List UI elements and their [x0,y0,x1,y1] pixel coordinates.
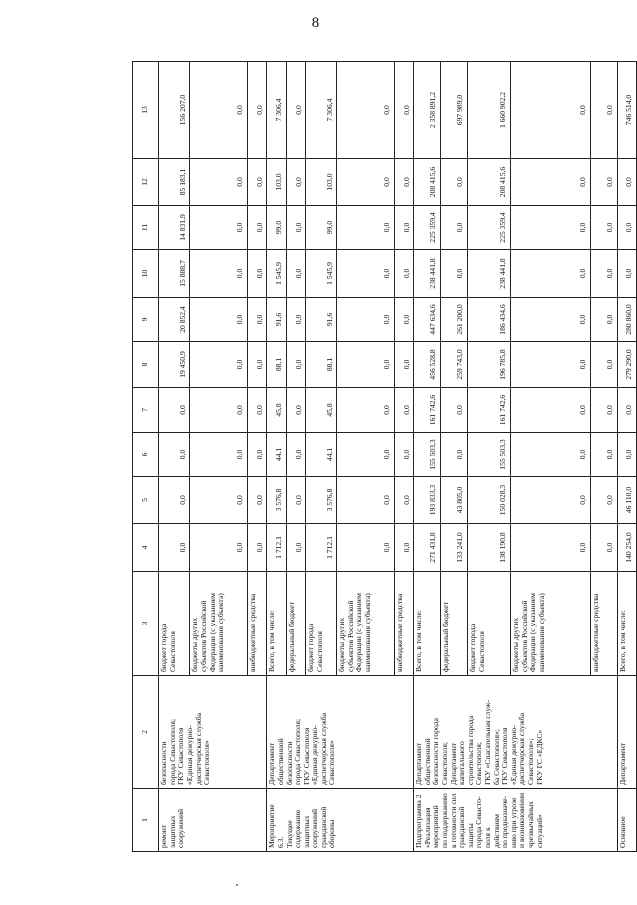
amount-cell: 0,0 [510,342,590,388]
amount-cell: 0,0 [247,433,266,477]
amount-cell: 0,0 [510,159,590,206]
amount-cell: 280 860,0 [617,298,636,342]
amount-cell: 91,6 [306,298,337,342]
amount-cell: 0,0 [247,388,266,433]
amount-cell: 99,0 [306,206,337,250]
header-cell: 3 [133,572,159,676]
amount-cell: 0,0 [337,206,395,250]
amount-cell: 150 028,3 [467,477,510,524]
amount-cell: 45,8 [306,388,337,433]
amount-cell: 7 306,4 [306,62,337,159]
amount-cell: 0,0 [247,206,266,250]
amount-cell: 0,0 [159,388,190,433]
amount-cell: 0,0 [190,206,248,250]
amount-cell: 2 358 891,2 [414,62,441,159]
amount-cell: 271 431,8 [414,524,441,572]
amount-cell: 0,0 [617,433,636,477]
amount-cell: 0,0 [337,250,395,298]
funding-source-cell: внебюджетные средства [394,572,413,676]
funding-source-cell: внебюджетные средства [590,572,617,676]
amount-cell: 45,8 [267,388,286,433]
amount-cell: 0,0 [190,524,248,572]
amount-cell: 0,0 [337,433,395,477]
header-cell: 12 [133,159,159,206]
amount-cell: 0,0 [590,206,617,250]
funding-source-cell: федеральный бюджет [286,572,305,676]
amount-cell: 0,0 [337,477,395,524]
amount-cell: 0,0 [394,388,413,433]
amount-cell: 0,0 [394,477,413,524]
amount-cell: 0,0 [394,524,413,572]
amount-cell: 0,0 [159,524,190,572]
amount-cell: 3 576,8 [306,477,337,524]
amount-cell: 43 805,0 [441,477,468,524]
table-row [159,62,190,852]
amount-cell: 0,0 [337,298,395,342]
amount-cell: 208 415,6 [414,159,441,206]
executor-cell: Департамент [617,676,636,789]
amount-cell: 0,0 [590,250,617,298]
funding-source-cell: Всего, в том числе: [267,572,286,676]
funding-source-cell: Всего, в том числе: [414,572,441,676]
amount-cell: 0,0 [190,250,248,298]
amount-cell: 0,0 [510,298,590,342]
header-cell: 6 [133,433,159,477]
amount-cell: 0,0 [394,342,413,388]
amount-cell: 0,0 [286,298,305,342]
header-row [133,62,159,852]
amount-cell: 259 743,0 [441,342,468,388]
amount-cell: 0,0 [337,342,395,388]
table-body [159,62,637,852]
amount-cell: 186 434,6 [467,298,510,342]
amount-cell: 99,0 [267,206,286,250]
amount-cell: 0,0 [510,388,590,433]
header-cell: 1 [133,789,159,852]
amount-cell: 46 110,0 [617,477,636,524]
amount-cell: 1 712,1 [306,524,337,572]
amount-cell: 697 989,0 [441,62,468,159]
amount-cell: 0,0 [247,159,266,206]
amount-cell: 196 785,8 [467,342,510,388]
amount-cell: 208 415,6 [467,159,510,206]
amount-cell: 0,0 [286,342,305,388]
amount-cell: 0,0 [590,477,617,524]
amount-cell: 14 831,9 [159,206,190,250]
amount-cell: 0,0 [190,159,248,206]
amount-cell: 0,0 [337,524,395,572]
amount-cell: 1 545,9 [306,250,337,298]
amount-cell: 0,0 [617,388,636,433]
header-cell: 5 [133,477,159,524]
amount-cell: 261 200,0 [441,298,468,342]
executor-cell: Департамент общественной безопасности города Севастополя; Департамент капитального строительства города Севастополя; ГКУ «Спасательная служ- ба Севастополя»; ГКУ Севастополя «Единая дежурно- диспетчерская служба Севастополя»; ГКУ ГС «ЕДКС» [414,676,617,789]
amount-cell: 0,0 [441,250,468,298]
amount-cell: 238 441,8 [414,250,441,298]
table-row [414,62,441,852]
scan-dot [236,884,238,886]
amount-cell: 0,0 [590,298,617,342]
amount-cell: 0,0 [159,433,190,477]
funding-source-cell: бюджеты других субъектов Российской Федерации (с указанием наименования субъекта) [337,572,395,676]
amount-cell: 88,1 [306,342,337,388]
amount-cell: 44,1 [267,433,286,477]
amount-cell: 88,1 [267,342,286,388]
amount-cell: 0,0 [286,388,305,433]
amount-cell: 0,0 [247,250,266,298]
amount-cell: 3 576,8 [267,477,286,524]
amount-cell: 0,0 [510,250,590,298]
amount-cell: 0,0 [590,433,617,477]
amount-cell: 1 712,1 [267,524,286,572]
amount-cell: 0,0 [337,159,395,206]
amount-cell: 7 306,4 [267,62,286,159]
amount-cell: 225 359,4 [414,206,441,250]
funding-source-cell: бюджет города Севастополя [159,572,190,676]
amount-cell: 0,0 [510,62,590,159]
amount-cell: 193 833,3 [414,477,441,524]
amount-cell: 0,0 [441,433,468,477]
amount-cell: 0,0 [617,206,636,250]
amount-cell: 0,0 [247,298,266,342]
funding-source-cell: Всего, в том числе: [617,572,636,676]
amount-cell: 0,0 [286,159,305,206]
amount-cell: 0,0 [286,524,305,572]
amount-cell: 0,0 [590,342,617,388]
amount-cell: 0,0 [617,250,636,298]
amount-cell: 19 450,9 [159,342,190,388]
amount-cell: 20 852,4 [159,298,190,342]
amount-cell: 0,0 [190,388,248,433]
amount-cell: 0,0 [286,62,305,159]
amount-cell: 0,0 [337,388,395,433]
amount-cell: 133 241,0 [441,524,468,572]
amount-cell: 0,0 [247,342,266,388]
amount-cell: 0,0 [510,433,590,477]
amount-cell: 0,0 [247,62,266,159]
amount-cell: 0,0 [190,62,248,159]
amount-cell: 0,0 [617,159,636,206]
program-name-cell: Мероприятие 6.3. Текущее содержание защитных сооружений гражданской обороны [267,789,414,852]
funding-source-cell: бюджеты других субъектов Российской Федерации (с указанием наименования субъекта) [510,572,590,676]
amount-cell: 0,0 [510,524,590,572]
header-cell: 4 [133,524,159,572]
amount-cell: 138 190,8 [467,524,510,572]
amount-cell: 161 742,6 [414,388,441,433]
table-row [617,62,636,852]
amount-cell: 44,1 [306,433,337,477]
amount-cell: 155 503,3 [414,433,441,477]
amount-cell: 0,0 [247,524,266,572]
amount-cell: 0,0 [247,477,266,524]
amount-cell: 0,0 [394,298,413,342]
header-cell: 9 [133,298,159,342]
amount-cell: 0,0 [394,62,413,159]
amount-cell: 0,0 [590,159,617,206]
program-name-cell: Подпрограмма 2 «Реализация мероприятий по поддержанию в готовности сил гражданской защиты города Севасто- поля к действиям по предназначе- нию при угрозе и возникновении чрезвычайных ситуаций» [414,789,617,852]
amount-cell: 155 503,3 [467,433,510,477]
amount-cell: 746 514,0 [617,62,636,159]
amount-cell: 140 254,0 [617,524,636,572]
amount-cell: 91,6 [267,298,286,342]
amount-cell: 0,0 [286,206,305,250]
amount-cell: 447 634,6 [414,298,441,342]
amount-cell: 238 441,8 [467,250,510,298]
funding-source-cell: внебюджетные средства [247,572,266,676]
amount-cell: 0,0 [286,250,305,298]
program-name-cell: Основное [617,789,636,852]
funding-source-cell: бюджет города Севастополя [306,572,337,676]
amount-cell: 1 660 902,2 [467,62,510,159]
header-cell: 11 [133,206,159,250]
amount-cell: 0,0 [394,250,413,298]
amount-cell: 0,0 [394,159,413,206]
header-cell: 8 [133,342,159,388]
funding-source-cell: бюджеты других субъектов Российской Федерации (с указанием наименования субъекта) [190,572,248,676]
amount-cell: 0,0 [394,433,413,477]
header-cell: 7 [133,388,159,433]
amount-cell: 1 545,9 [267,250,286,298]
funding-source-cell: бюджет города Севастополя [467,572,510,676]
amount-cell: 0,0 [190,298,248,342]
amount-cell: 15 888,7 [159,250,190,298]
amount-cell: 0,0 [286,477,305,524]
amount-cell: 279 290,0 [617,342,636,388]
amount-cell: 161 742,6 [467,388,510,433]
budget-table [132,61,637,852]
amount-cell: 103,0 [267,159,286,206]
amount-cell: 0,0 [441,388,468,433]
amount-cell: 0,0 [510,206,590,250]
amount-cell: 225 359,4 [467,206,510,250]
budget-table-rotated [132,62,637,852]
amount-cell: 0,0 [394,206,413,250]
amount-cell: 85 183,1 [159,159,190,206]
amount-cell: 0,0 [159,477,190,524]
amount-cell: 0,0 [590,388,617,433]
amount-cell: 0,0 [190,477,248,524]
executor-cell: безопасности города Севастополя; ГКУ Севастополя «Единая дежурно- диспетчерская служба Севастополя» [159,676,267,789]
amount-cell: 0,0 [510,477,590,524]
amount-cell: 0,0 [190,433,248,477]
amount-cell: 0,0 [441,159,468,206]
amount-cell: 103,0 [306,159,337,206]
funding-source-cell: федеральный бюджет [441,572,468,676]
header-cell: 13 [133,62,159,159]
page-number: 8 [311,15,320,31]
amount-cell: 0,0 [337,62,395,159]
amount-cell: 0,0 [590,62,617,159]
amount-cell: 0,0 [286,433,305,477]
executor-cell: Департамент общественной безопасности города Севастополя; ГКУ Севастополя «Единая дежурно- диспетчерская служба Севастополя» [267,676,414,789]
amount-cell: 456 528,8 [414,342,441,388]
header-cell: 2 [133,676,159,789]
program-name-cell: ремонт защитных сооружений [159,789,267,852]
amount-cell: 0,0 [190,342,248,388]
amount-cell: 0,0 [590,524,617,572]
table-row [267,62,286,852]
header-cell: 10 [133,250,159,298]
amount-cell: 0,0 [441,206,468,250]
amount-cell: 156 207,0 [159,62,190,159]
